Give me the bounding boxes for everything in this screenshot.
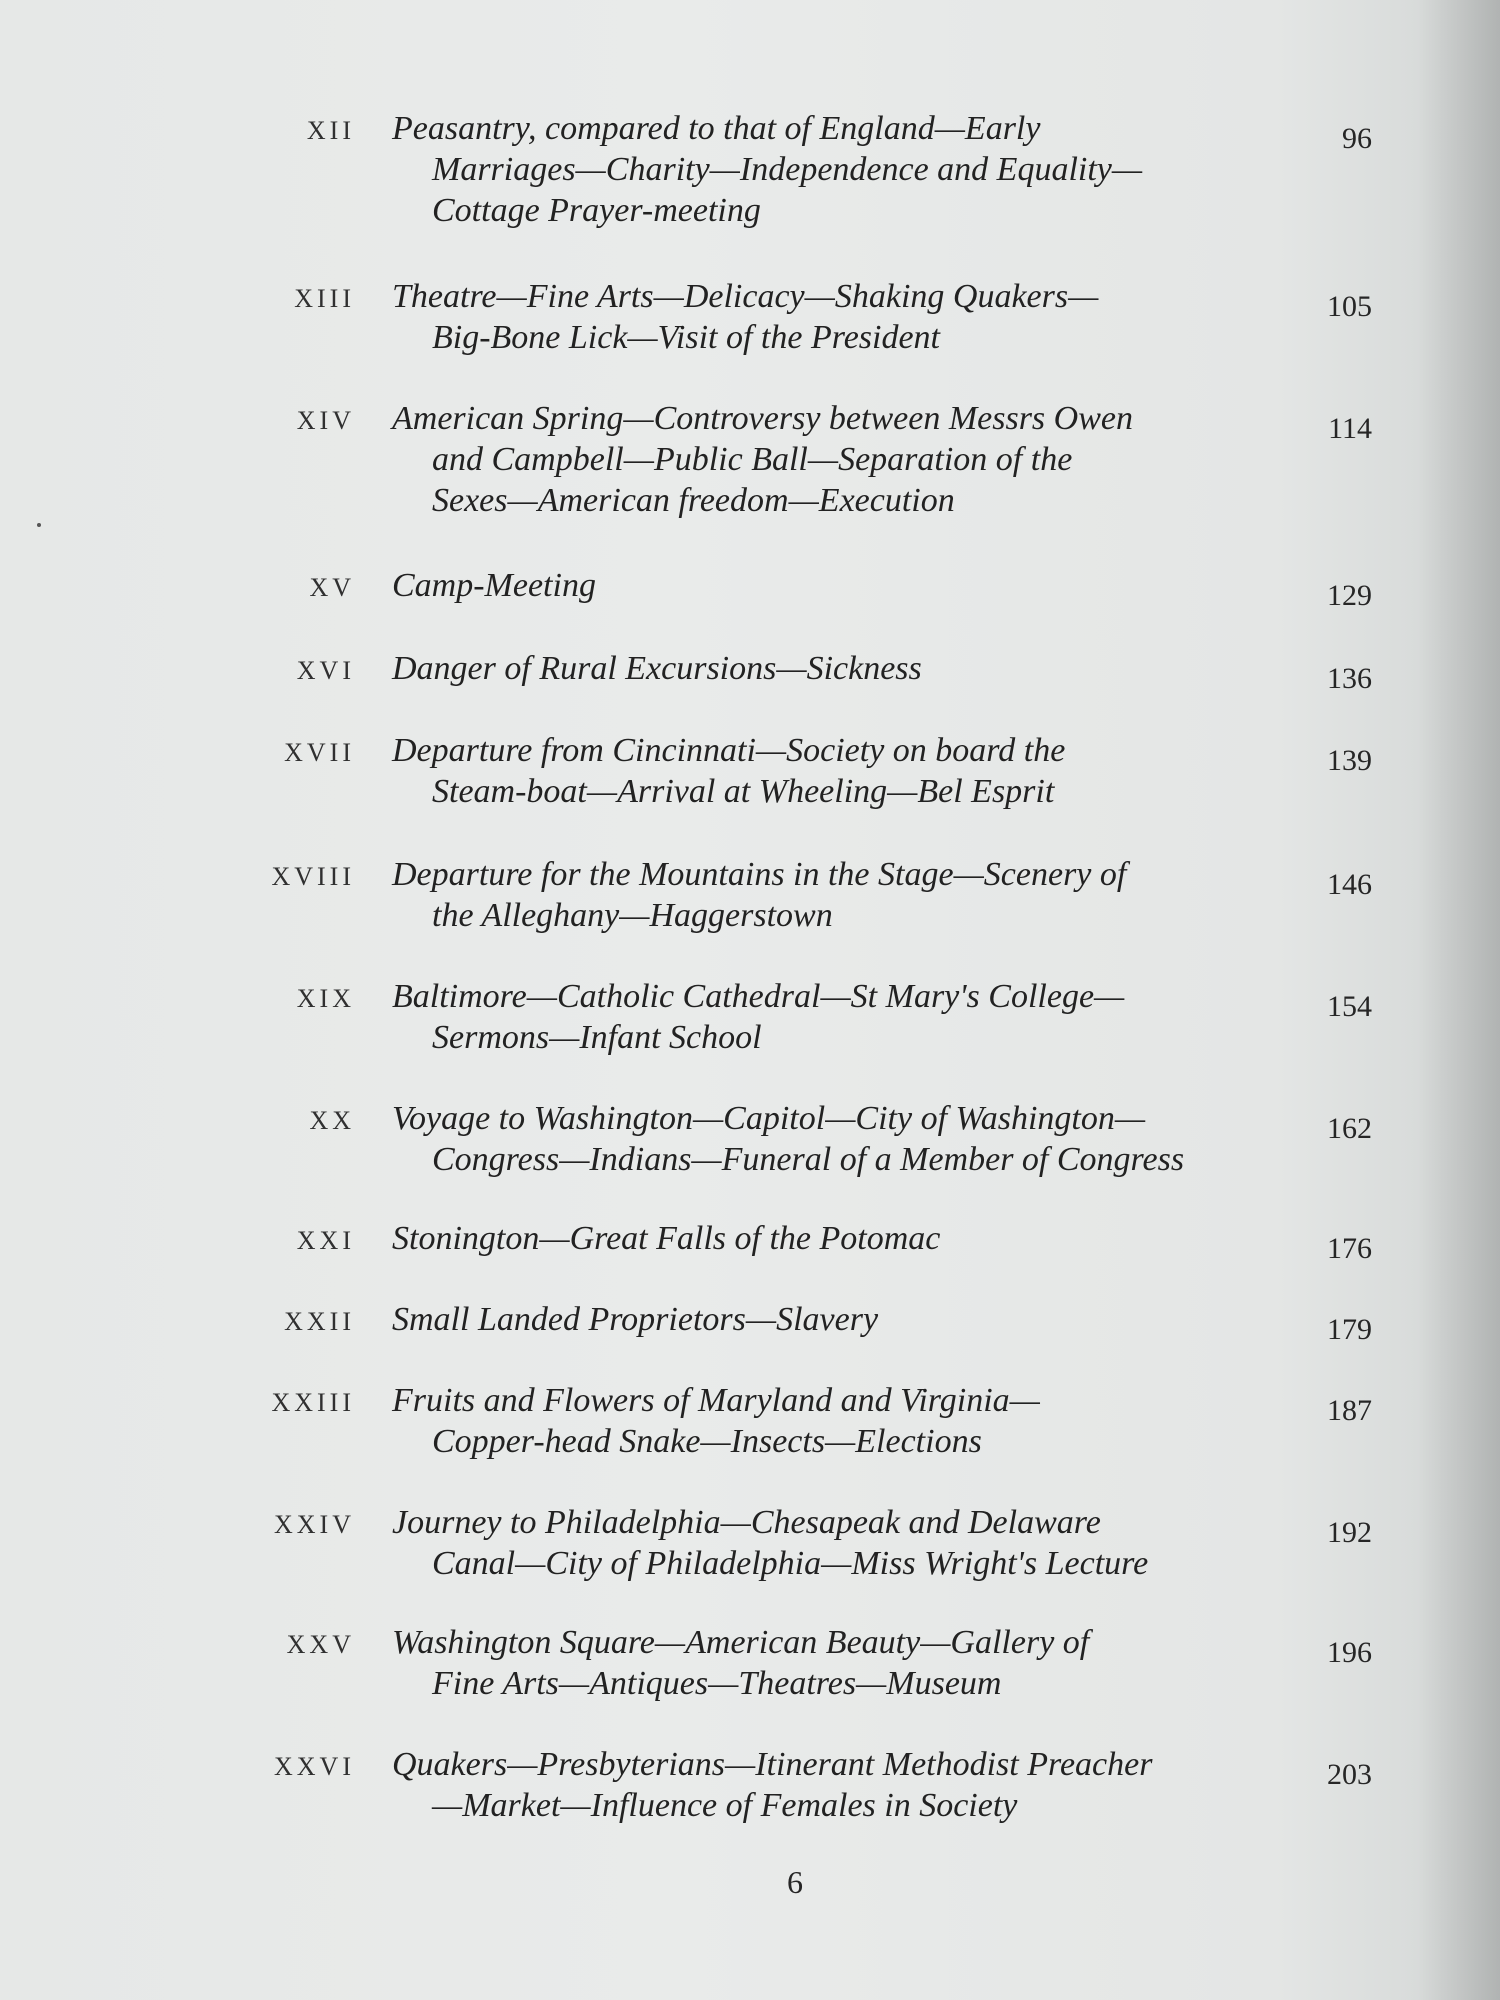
chapter-title <box>392 108 1322 231</box>
chapter-title <box>392 730 1322 812</box>
title-line: Cottage Prayer-meeting <box>432 192 761 229</box>
chapter-numeral: XXIV <box>274 1510 355 1539</box>
chapter-title <box>392 648 1322 689</box>
page-number: 129 <box>1327 579 1372 612</box>
title-line: Big-Bone Lick—Visit of the President <box>432 319 941 356</box>
title-line: Quakers—Presbyterians—Itinerant Methodist Preacher <box>392 1746 1153 1783</box>
folio-page-number: 6 <box>787 1864 803 1900</box>
title-line: Copper-head Snake—Insects—Elections <box>432 1423 982 1460</box>
page-number: 114 <box>1328 412 1372 445</box>
title-line: Stonington—Great Falls of the Potomac <box>392 1220 941 1257</box>
page-number: 162 <box>1327 1112 1372 1145</box>
title-line: Departure for the Mountains in the Stage—Scenery of <box>392 856 1127 893</box>
toc-entry-xiii <box>0 276 1500 396</box>
chapter-title <box>392 854 1322 936</box>
chapter-title <box>392 1299 1322 1340</box>
chapter-title <box>392 565 1322 606</box>
chapter-numeral: XXV <box>286 1630 355 1659</box>
chapter-numeral: XVII <box>284 738 355 767</box>
page-number: 196 <box>1327 1636 1372 1669</box>
chapter-numeral: XXI <box>296 1226 355 1255</box>
title-line: Theatre—Fine Arts—Delicacy—Shaking Quakers— <box>392 278 1099 315</box>
chapter-numeral: XIII <box>294 284 355 313</box>
title-line: Baltimore—Catholic Cathedral—St Mary's College— <box>392 978 1125 1015</box>
chapter-title <box>392 1218 1322 1259</box>
title-line: Journey to Philadelphia—Chesapeak and Delaware <box>392 1504 1101 1541</box>
page-number: 179 <box>1327 1313 1372 1346</box>
chapter-numeral: XXVI <box>274 1752 355 1781</box>
page-number: 139 <box>1327 744 1372 777</box>
title-line: Marriages—Charity—Independence and Equality— <box>432 151 1143 188</box>
chapter-numeral: XX <box>309 1106 355 1135</box>
toc-entry-xvii <box>0 730 1500 850</box>
chapter-numeral: XV <box>309 573 355 602</box>
title-line: and Campbell—Public Ball—Separation of the <box>432 441 1073 478</box>
title-line: Congress—Indians—Funeral of a Member of Congress <box>432 1141 1185 1178</box>
toc-entry-xix <box>0 976 1500 1096</box>
title-line: American Spring—Controversy between Messrs Owen <box>392 400 1133 437</box>
toc-entry-xii <box>0 108 1500 228</box>
page-number: 136 <box>1327 662 1372 695</box>
title-line: Sermons—Infant School <box>432 1019 762 1056</box>
toc-entry-xviii <box>0 854 1500 974</box>
page-number: 203 <box>1327 1758 1372 1791</box>
title-line: Voyage to Washington—Capitol—City of Washington— <box>392 1100 1146 1137</box>
page-number: 146 <box>1327 868 1372 901</box>
title-line: Peasantry, compared to that of England—Early <box>392 110 1041 147</box>
title-line: Fruits and Flowers of Maryland and Virginia— <box>392 1382 1040 1419</box>
chapter-title <box>392 1098 1322 1180</box>
chapter-title <box>392 1502 1322 1584</box>
title-line: Small Landed Proprietors—Slavery <box>392 1301 879 1338</box>
chapter-title <box>392 976 1322 1058</box>
page-number: 187 <box>1327 1394 1372 1427</box>
title-line: the Alleghany—Haggerstown <box>432 897 833 934</box>
toc-entry-xxvi <box>0 1744 1500 1864</box>
page-number: 154 <box>1327 990 1372 1023</box>
toc-entry-xx <box>0 1098 1500 1218</box>
chapter-title <box>392 276 1322 358</box>
page-number: 192 <box>1327 1516 1372 1549</box>
chapter-title <box>392 1744 1322 1826</box>
chapter-numeral: XIV <box>296 406 355 435</box>
title-line: Camp-Meeting <box>392 567 596 604</box>
page-number: 176 <box>1327 1232 1372 1265</box>
page-number: 105 <box>1327 290 1372 323</box>
chapter-title <box>392 1380 1322 1462</box>
title-line: Fine Arts—Antiques—Theatres—Museum <box>432 1665 1002 1702</box>
title-line: —Market—Influence of Females in Society <box>432 1787 1018 1824</box>
chapter-title <box>392 398 1322 521</box>
title-line: Departure from Cincinnati—Society on board the <box>392 732 1066 769</box>
title-line: Canal—City of Philadelphia—Miss Wright's Lecture <box>432 1545 1149 1582</box>
toc-entry-xiv <box>0 398 1500 518</box>
toc-entry-xxiv <box>0 1502 1500 1622</box>
chapter-numeral: XIX <box>296 984 355 1013</box>
chapter-numeral: XXIII <box>271 1388 355 1417</box>
title-line: Steam-boat—Arrival at Wheeling—Bel Esprit <box>432 773 1055 810</box>
chapter-numeral: XVI <box>296 656 355 685</box>
title-line: Sexes—American freedom—Execution <box>432 482 955 519</box>
toc-entry-xxiii <box>0 1380 1500 1500</box>
toc-entry-xxv <box>0 1622 1500 1742</box>
title-line: Washington Square—American Beauty—Gallery of <box>392 1624 1090 1661</box>
title-line: Danger of Rural Excursions—Sickness <box>392 650 922 687</box>
page-number: 96 <box>1342 122 1372 155</box>
chapter-numeral: XII <box>306 116 355 145</box>
chapter-numeral: XVIII <box>271 862 355 891</box>
chapter-numeral: XXII <box>284 1307 355 1336</box>
chapter-title <box>392 1622 1322 1704</box>
